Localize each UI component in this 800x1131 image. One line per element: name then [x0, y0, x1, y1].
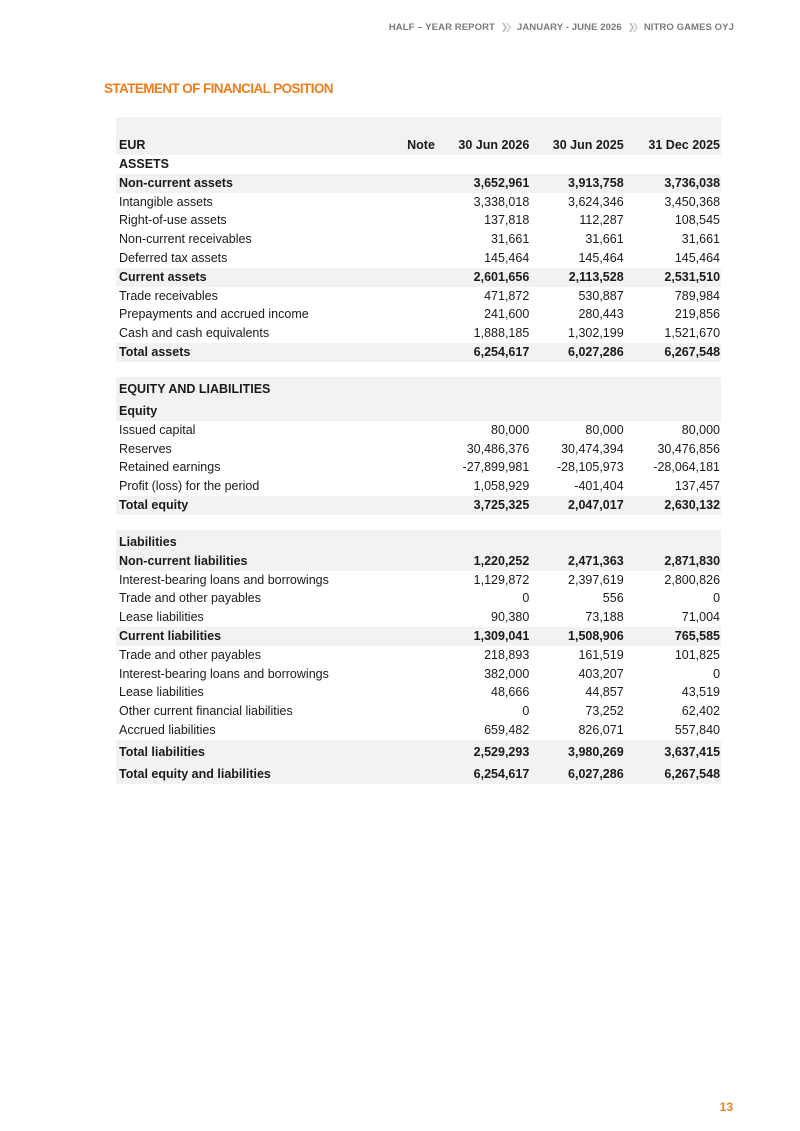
row-value: 556 [602, 591, 624, 606]
table-row [116, 440, 721, 459]
row-value: 1,220,252 [473, 553, 530, 568]
row-label: EQUITY AND LIABILITIES [119, 381, 271, 396]
row-value: 2,471,363 [568, 553, 624, 568]
table-row [116, 702, 721, 721]
row-value: 137,457 [674, 479, 721, 494]
row-value: 765,585 [674, 628, 721, 643]
row-label: Trade receivables [119, 288, 218, 303]
column-header-31-dec-2025: 31 Dec 2025 [648, 138, 721, 153]
row-value: 90,380 [491, 610, 530, 625]
row-label: Interest-bearing loans and borrowings [119, 666, 329, 681]
table-subtotal-row [116, 740, 721, 762]
row-label: Liabilities [119, 534, 177, 549]
row-value: -28,105,973 [556, 460, 624, 475]
row-label: Deferred tax assets [119, 250, 228, 265]
table-row [116, 665, 721, 684]
row-value: 108,545 [674, 213, 721, 228]
table-subtotal-row [116, 343, 721, 362]
row-value: 0 [522, 704, 530, 719]
row-label: Lease liabilities [119, 685, 204, 700]
nitro-chevron-icon [501, 22, 511, 33]
page-title: STATEMENT OF FINANCIAL POSITION [104, 81, 333, 96]
row-value: 80,000 [491, 422, 530, 437]
row-value: 80,000 [681, 422, 721, 437]
row-label: Non-current liabilities [119, 553, 248, 568]
row-value: 3,980,269 [568, 744, 624, 759]
row-value: 471,872 [484, 288, 530, 303]
row-value: 1,508,906 [568, 628, 624, 643]
row-value: 2,397,619 [568, 572, 624, 587]
row-value: 3,624,346 [568, 194, 624, 209]
row-value: 0 [713, 591, 721, 606]
row-value: 6,267,548 [664, 766, 721, 781]
row-value: 145,464 [484, 250, 530, 265]
row-label: Current assets [119, 269, 207, 284]
row-label: Issued capital [119, 422, 196, 437]
row-value: 3,450,368 [664, 194, 721, 209]
row-value: -28,064,181 [653, 460, 721, 475]
row-value: 2,531,510 [664, 269, 721, 284]
row-value: 3,637,415 [664, 744, 721, 759]
row-value: -27,899,981 [462, 460, 530, 475]
row-label: Current liabilities [119, 628, 222, 643]
row-value: 2,601,656 [473, 269, 530, 284]
row-value: 44,857 [585, 685, 624, 700]
row-label: Cash and cash equivalents [119, 326, 270, 341]
row-label: Prepayments and accrued income [119, 307, 309, 322]
row-value: 2,113,528 [568, 269, 624, 284]
row-label: Non-current assets [119, 175, 233, 190]
row-value: 2,529,293 [473, 744, 530, 759]
row-value: 161,519 [578, 647, 624, 662]
table-row [116, 721, 721, 740]
row-value: 112,287 [579, 213, 624, 228]
row-value: 1,302,199 [568, 326, 624, 341]
row-value: 31,661 [585, 232, 624, 247]
table-row [116, 305, 721, 324]
row-value: 1,521,670 [664, 326, 721, 341]
row-value: 0 [713, 666, 721, 681]
row-value: 145,464 [578, 250, 624, 265]
row-value: 826,071 [578, 722, 624, 737]
row-value: 1,058,929 [473, 479, 530, 494]
row-label: Trade and other payables [119, 591, 261, 606]
row-value: 2,047,017 [568, 497, 624, 512]
table-row [116, 458, 721, 477]
table-row [116, 421, 721, 440]
row-value: 30,474,394 [561, 441, 624, 456]
row-value: -401,404 [574, 479, 624, 494]
table-row [116, 477, 721, 496]
row-label: Right-of-use assets [119, 213, 227, 228]
column-header-note: Note [407, 138, 435, 153]
row-label: Equity [119, 403, 158, 418]
row-value: 145,464 [674, 250, 721, 265]
table-header-row [116, 117, 721, 155]
row-label: Intangible assets [119, 194, 213, 209]
row-value: 3,736,038 [664, 175, 721, 190]
row-label: Total equity and liabilities [119, 766, 271, 781]
row-label: Profit (loss) for the period [119, 479, 260, 494]
table-row [116, 287, 721, 306]
row-value: 0 [522, 591, 530, 606]
row-value: 659,482 [484, 722, 530, 737]
row-value: 219,856 [674, 307, 721, 322]
row-value: 403,207 [578, 666, 624, 681]
row-value: 71,004 [681, 610, 721, 625]
row-label: ASSETS [119, 157, 170, 171]
row-value: 1,129,872 [473, 572, 530, 587]
row-value: 31,661 [681, 232, 721, 247]
row-value: 3,913,758 [568, 175, 624, 190]
row-label: Retained earnings [119, 460, 221, 475]
table-subtotal-row [116, 155, 721, 174]
row-value: 101,825 [674, 647, 721, 662]
row-value: 218,893 [484, 647, 530, 662]
table-subtotal-row [116, 377, 721, 399]
row-value: 1,888,185 [473, 326, 530, 341]
table-row [116, 589, 721, 608]
row-label: Reserves [119, 441, 172, 456]
table-row [116, 230, 721, 249]
table-row [116, 646, 721, 665]
row-value: 382,000 [484, 666, 530, 681]
row-value: 1,309,041 [473, 628, 530, 643]
row-value: 2,630,132 [664, 497, 721, 512]
spacer-row [116, 362, 721, 377]
row-label: Total liabilities [119, 744, 205, 759]
row-value: 3,652,961 [473, 175, 530, 190]
row-label: Total assets [119, 344, 191, 359]
table-subtotal-row [116, 627, 721, 646]
row-label: Other current financial liabilities [119, 704, 293, 719]
row-value: 3,338,018 [473, 194, 530, 209]
row-value: 530,887 [578, 288, 624, 303]
row-value: 557,840 [674, 722, 721, 737]
header-company: NITRO GAMES OYJ [643, 22, 734, 33]
row-value: 30,476,856 [657, 441, 721, 456]
row-value: 62,402 [681, 704, 721, 719]
row-label: Lease liabilities [119, 610, 204, 625]
row-value: 80,000 [585, 422, 624, 437]
row-value: 43,519 [681, 685, 721, 700]
nitro-chevron-icon [628, 22, 638, 33]
spacer-row [116, 515, 721, 530]
running-header [389, 22, 734, 33]
row-value: 6,027,286 [568, 766, 624, 781]
column-header-currency: EUR [119, 138, 146, 153]
table-row [116, 249, 721, 268]
table-subtotal-row [116, 762, 721, 784]
table-row [116, 324, 721, 343]
table-subtotal-row [116, 552, 721, 571]
table-subtotal-row [116, 268, 721, 287]
row-label: Total equity [119, 497, 189, 512]
row-value: 6,027,286 [568, 344, 624, 359]
row-value: 3,725,325 [473, 497, 530, 512]
row-value: 48,666 [491, 685, 530, 700]
row-value: 2,800,826 [664, 572, 721, 587]
row-label: Accrued liabilities [119, 722, 216, 737]
row-label: Non-current receivables [119, 232, 252, 247]
header-period: JANUARY - JUNE 2026 [516, 22, 622, 33]
column-header-30-jun-2025: 30 Jun 2025 [552, 138, 624, 153]
page-number: 13 [719, 1100, 733, 1114]
table-row [116, 608, 721, 627]
financial-position-table [116, 117, 721, 784]
row-label: Interest-bearing loans and borrowings [119, 572, 329, 587]
table-subtotal-row [116, 530, 721, 552]
row-value: 6,267,548 [664, 344, 721, 359]
row-label: Trade and other payables [119, 647, 261, 662]
column-header-30-jun-2026: 30 Jun 2026 [458, 138, 530, 153]
header-report-type: HALF – YEAR REPORT [388, 22, 495, 33]
table-row [116, 211, 721, 230]
row-value: 2,871,830 [664, 553, 721, 568]
table-subtotal-row [116, 399, 721, 421]
row-value: 30,486,376 [466, 441, 530, 456]
row-value: 137,818 [484, 213, 530, 228]
row-value: 73,252 [585, 704, 624, 719]
row-value: 280,443 [578, 307, 624, 322]
row-value: 6,254,617 [473, 766, 530, 781]
row-value: 73,188 [585, 610, 624, 625]
table-row [116, 683, 721, 702]
table-subtotal-row [116, 496, 721, 515]
row-value: 6,254,617 [473, 344, 530, 359]
row-value: 789,984 [674, 288, 721, 303]
table-row [116, 193, 721, 212]
row-value: 241,600 [484, 307, 530, 322]
row-value: 31,661 [491, 232, 530, 247]
table-row [116, 571, 721, 590]
table-subtotal-row [116, 174, 721, 193]
